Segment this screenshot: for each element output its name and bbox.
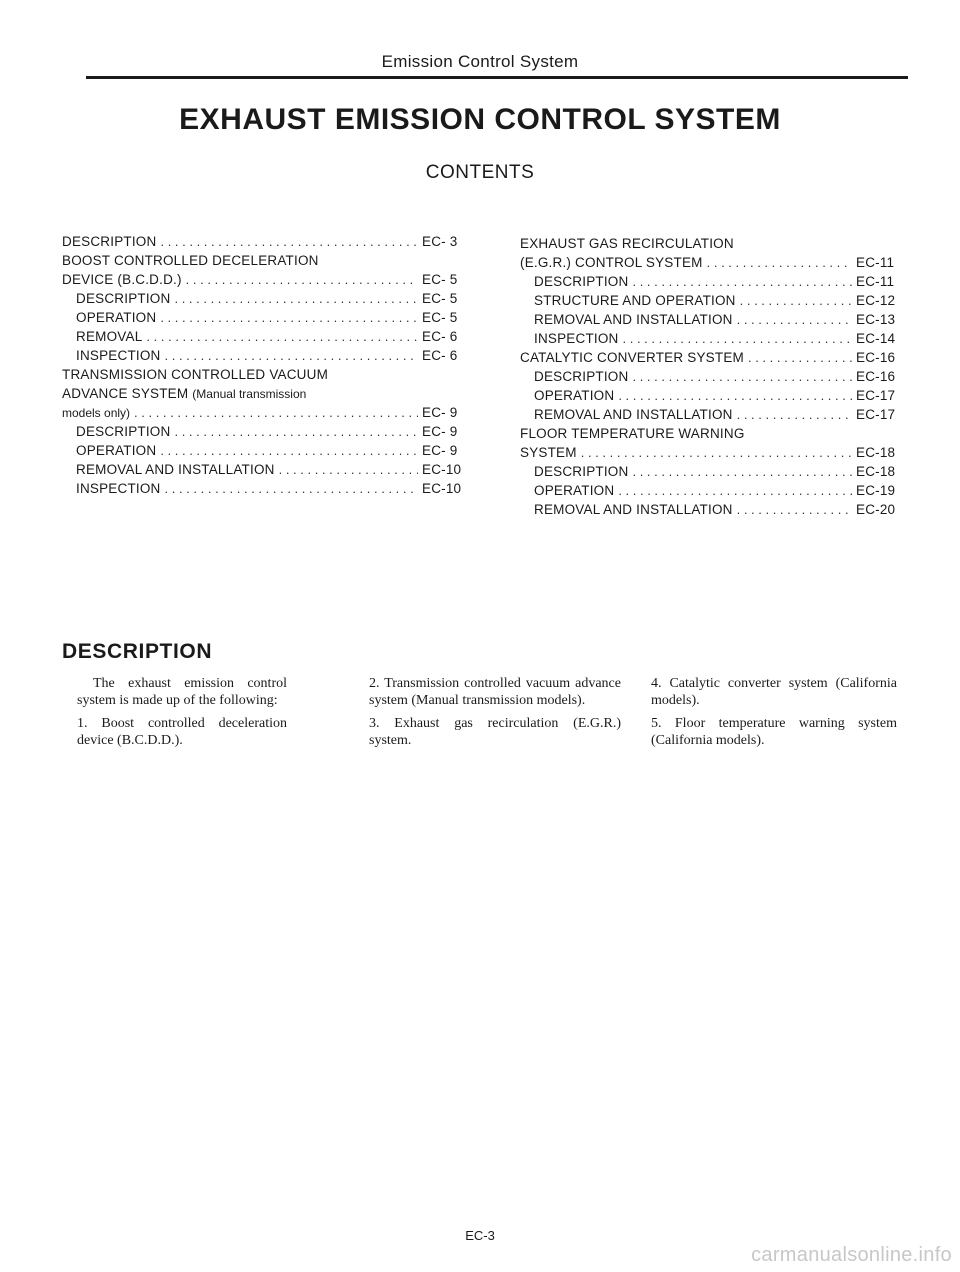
toc-entry-title	[520, 367, 628, 386]
toc-page-ref: EC-11	[856, 274, 895, 289]
toc-entry-text: CATALYTIC CONVERTER SYSTEM	[520, 350, 744, 365]
toc-entry	[62, 251, 474, 270]
toc-leader-dots	[174, 422, 418, 441]
toc-entry-text: OPERATION	[534, 388, 615, 403]
toc-leader-dots	[165, 346, 418, 365]
toc-entry-title	[520, 310, 733, 329]
toc-leader-dots	[279, 460, 418, 479]
toc-entry	[520, 367, 908, 386]
toc-entry-text: INSPECTION	[76, 481, 161, 496]
toc-page-ref: EC-10	[422, 481, 462, 496]
toc-entry-text: (E.G.R.) CONTROL SYSTEM	[520, 255, 703, 270]
toc-entry	[520, 253, 908, 272]
toc-entry-text: OPERATION	[76, 443, 157, 458]
toc-leader-dots	[632, 367, 852, 386]
toc-entry-note: models only)	[62, 406, 131, 420]
toc-entry	[520, 291, 908, 310]
toc-entry	[62, 270, 474, 289]
toc-entry-text: DESCRIPTION	[534, 464, 629, 479]
toc-leader-dots	[581, 443, 852, 462]
toc-leader-dots	[632, 462, 852, 481]
toc-entry-text: OPERATION	[76, 310, 157, 325]
description-column-1	[77, 675, 287, 755]
toc-entry	[520, 329, 908, 348]
toc-entry-text: OPERATION	[534, 483, 615, 498]
toc-entry-text: DEVICE (B.C.D.D.)	[62, 272, 182, 287]
toc-leader-dots	[618, 386, 852, 405]
description-column-3	[651, 675, 897, 755]
toc-entry-text: SYSTEM	[520, 445, 577, 460]
toc-leader-dots	[134, 403, 418, 422]
toc-entry	[62, 460, 474, 479]
toc-page-ref: EC-19	[856, 483, 896, 498]
toc-entry-text: BOOST CONTROLLED DECELERATION	[62, 253, 319, 268]
toc-page-ref: EC- 5	[422, 310, 458, 325]
toc-entry-title	[520, 234, 734, 253]
toc-page-ref: EC-16	[856, 369, 896, 384]
toc-entry	[62, 365, 474, 384]
description-paragraph: The exhaust emission control system is made up of the following:	[77, 676, 287, 708]
toc-entry-text: INSPECTION	[76, 348, 161, 363]
toc-leader-dots	[186, 270, 418, 289]
toc-page-ref: EC-14	[856, 331, 896, 346]
toc-entry-title	[520, 443, 577, 462]
toc-entry-title	[62, 441, 156, 460]
toc-entry-text: DESCRIPTION	[76, 424, 171, 439]
toc-entry	[520, 386, 908, 405]
toc-page-ref: EC- 9	[422, 424, 458, 439]
toc-page-ref: EC-17	[856, 407, 896, 422]
toc-leader-dots	[174, 289, 418, 308]
toc-entry	[62, 308, 474, 327]
toc-page-ref: EC- 9	[422, 405, 458, 420]
toc-page-ref: EC-11	[856, 255, 895, 270]
toc-entry-text: REMOVAL AND INSTALLATION	[534, 407, 733, 422]
toc-entry	[520, 481, 908, 500]
contents-heading: CONTENTS	[425, 162, 535, 183]
toc-entry-title	[62, 365, 328, 384]
toc-entry-title	[520, 348, 744, 367]
toc-entry-text: FLOOR TEMPERATURE WARNING	[520, 426, 745, 441]
toc-entry	[62, 441, 474, 460]
toc-leader-dots	[160, 232, 418, 251]
description-list-item: 3. Exhaust gas recirculation (E.G.R.) system.	[369, 716, 621, 748]
toc-leader-dots	[737, 310, 852, 329]
toc-leader-dots	[160, 441, 418, 460]
toc-entry	[520, 310, 908, 329]
toc-page-ref: EC- 3	[422, 234, 458, 249]
toc-left-column	[62, 232, 474, 498]
toc-leader-dots	[748, 348, 852, 367]
toc-entry-text: DESCRIPTION	[534, 369, 629, 384]
description-list-item: 2. Transmission controlled vacuum advance system (Manual transmission models).	[369, 676, 621, 708]
toc-page-ref: EC- 5	[422, 272, 458, 287]
toc-entry	[520, 500, 908, 519]
toc-entry	[520, 424, 908, 443]
toc-entry	[520, 405, 908, 424]
toc-entry	[62, 384, 474, 403]
toc-entry-title	[62, 327, 142, 346]
toc-entry-text: REMOVAL AND INSTALLATION	[534, 312, 733, 327]
toc-leader-dots	[737, 500, 852, 519]
document-title: EXHAUST EMISSION CONTROL SYSTEM	[179, 103, 781, 136]
toc-leader-dots	[165, 479, 418, 498]
toc-entry-title	[520, 272, 628, 291]
toc-entry-title	[520, 253, 703, 272]
toc-entry-title	[520, 462, 628, 481]
toc-entry-text: REMOVAL	[76, 329, 143, 344]
toc-page-ref: EC- 6	[422, 348, 458, 363]
toc-entry-text: ADVANCE SYSTEM	[62, 386, 189, 401]
watermark: carmanualsonline.info	[751, 1244, 952, 1266]
toc-entry-text: DESCRIPTION	[76, 291, 171, 306]
toc-leader-dots	[618, 481, 852, 500]
toc-entry-title	[62, 232, 156, 251]
description-column-2	[369, 675, 621, 755]
toc-entry	[62, 289, 474, 308]
toc-entry-title	[62, 308, 156, 327]
toc-entry	[520, 272, 908, 291]
toc-entry	[520, 234, 908, 253]
toc-entry-title	[520, 329, 619, 348]
toc-page-ref: EC- 6	[422, 329, 458, 344]
toc-entry-text: DESCRIPTION	[62, 234, 157, 249]
toc-right-column	[520, 234, 908, 519]
toc-leader-dots	[737, 405, 852, 424]
toc-entry	[520, 462, 908, 481]
toc-leader-dots	[160, 308, 418, 327]
toc-entry-text: STRUCTURE AND OPERATION	[534, 293, 736, 308]
toc-entry	[62, 346, 474, 365]
toc-entry-title	[62, 422, 170, 441]
description-list-item: 4. Catalytic converter system (California models).	[651, 676, 897, 708]
toc-entry	[520, 443, 908, 462]
toc-page-ref: EC-16	[856, 350, 896, 365]
toc-entry-title	[62, 460, 275, 479]
toc-entry-title	[520, 500, 733, 519]
toc-entry-title	[520, 386, 614, 405]
toc-page-ref: EC-12	[856, 293, 896, 308]
toc-entry-note: (Manual transmission	[192, 387, 307, 401]
toc-leader-dots	[146, 327, 418, 346]
toc-entry-text: REMOVAL AND INSTALLATION	[534, 502, 733, 517]
toc-leader-dots	[707, 253, 852, 272]
toc-entry-text: EXHAUST GAS RECIRCULATION	[520, 236, 734, 251]
description-list-item: 5. Floor temperature warning system (California models).	[651, 716, 897, 748]
toc-entry-title	[62, 270, 182, 289]
toc-entry-title	[520, 291, 736, 310]
toc-entry	[62, 232, 474, 251]
toc-entry-text: REMOVAL AND INSTALLATION	[76, 462, 275, 477]
toc-page-ref: EC-13	[856, 312, 896, 327]
header-rule	[86, 76, 908, 79]
toc-entry	[62, 327, 474, 346]
description-list-item: 1. Boost controlled deceleration device (B.C.D.D.).	[77, 716, 287, 748]
toc-entry-text: TRANSMISSION CONTROLLED VACUUM	[62, 367, 329, 382]
toc-entry-title	[62, 403, 130, 423]
toc-entry	[520, 348, 908, 367]
toc-entry	[62, 403, 474, 422]
toc-page-ref: EC-10	[422, 462, 462, 477]
page-header-title: Emission Control System	[381, 52, 579, 71]
toc-entry	[62, 479, 474, 498]
toc-entry-title	[62, 384, 306, 404]
toc-leader-dots	[632, 272, 852, 291]
toc-entry-title	[62, 479, 161, 498]
toc-entry-title	[520, 405, 733, 424]
toc-leader-dots	[623, 329, 852, 348]
description-heading: DESCRIPTION	[62, 640, 213, 663]
page-number: EC-3	[465, 1228, 495, 1243]
toc-entry-text: INSPECTION	[534, 331, 619, 346]
toc-page-ref: EC- 5	[422, 291, 458, 306]
toc-entry	[62, 422, 474, 441]
toc-entry-title	[62, 289, 170, 308]
toc-leader-dots	[740, 291, 852, 310]
toc-entry-text: DESCRIPTION	[534, 274, 629, 289]
toc-page-ref: EC-18	[856, 464, 896, 479]
toc-page-ref: EC-20	[856, 502, 896, 517]
toc-entry-title	[62, 251, 319, 270]
toc-page-ref: EC-18	[856, 445, 896, 460]
toc-entry-title	[62, 346, 161, 365]
toc-entry-title	[520, 481, 614, 500]
toc-page-ref: EC- 9	[422, 443, 458, 458]
toc-entry-title	[520, 424, 745, 443]
toc-page-ref: EC-17	[856, 388, 896, 403]
